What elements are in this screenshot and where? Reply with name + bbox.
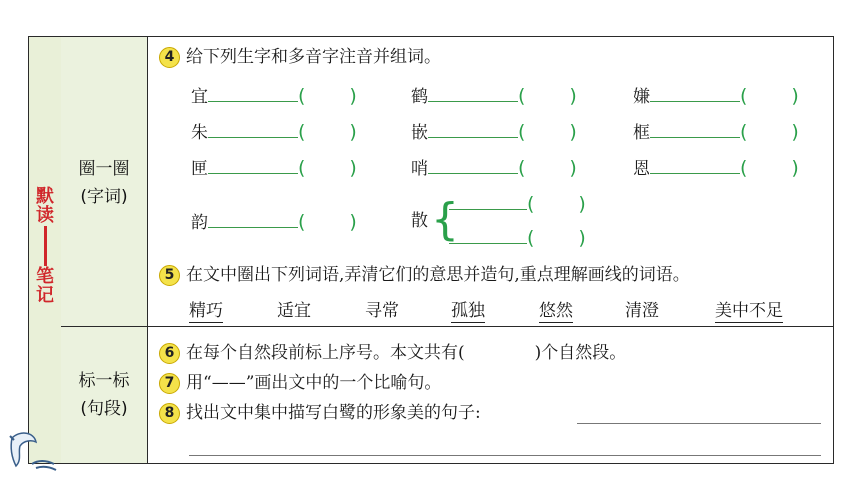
char-item xyxy=(191,119,357,145)
worksheet-table xyxy=(28,36,834,464)
paren-open: ( xyxy=(740,121,748,143)
question-7 xyxy=(159,371,441,395)
char: 嵌 xyxy=(411,123,428,143)
question-number-badge: 8 xyxy=(159,403,180,424)
vocab-word xyxy=(189,299,223,323)
paren-open: ( xyxy=(527,193,535,215)
section-label-text: (句段) xyxy=(80,399,128,419)
side-title-dash xyxy=(44,226,47,266)
char-item xyxy=(411,83,577,109)
paren-open: ( xyxy=(518,157,526,179)
char-item-polyphone xyxy=(411,209,428,233)
char-item xyxy=(633,155,799,181)
char-item xyxy=(191,209,357,235)
char: 散 xyxy=(411,211,428,231)
question-4 xyxy=(159,45,441,69)
char: 嫌 xyxy=(633,87,650,107)
question-5 xyxy=(159,263,690,287)
pinyin-blank[interactable] xyxy=(449,225,527,244)
char: 哨 xyxy=(411,159,428,179)
question-number-badge: 6 xyxy=(159,343,180,364)
vocab-word-text: 悠然 xyxy=(539,301,573,321)
side-title-char: 默 xyxy=(36,186,54,207)
char-item xyxy=(633,119,799,145)
pinyin-blank[interactable] xyxy=(208,83,298,102)
paren-close: ) xyxy=(569,85,577,107)
paren-open: ( xyxy=(518,121,526,143)
polyphone-line xyxy=(449,225,586,251)
char: 恩 xyxy=(633,159,650,179)
pinyin-blank[interactable] xyxy=(650,155,740,174)
char: 匣 xyxy=(191,159,208,179)
question-8 xyxy=(159,401,481,425)
paren-close: ) xyxy=(791,85,799,107)
section-label-text: 标一标 xyxy=(78,371,130,391)
question-text: 找出文中集中描写白鹭的形象美的句子: xyxy=(186,403,481,423)
vocab-word-text: 孤独 xyxy=(451,301,485,321)
vocab-word xyxy=(277,299,311,323)
egret-icon xyxy=(6,426,62,474)
question-text: 给下列生字和多音字注音并组词。 xyxy=(186,47,441,67)
question-number-badge: 5 xyxy=(159,265,180,286)
paren-open: ( xyxy=(298,121,306,143)
char: 框 xyxy=(633,123,650,143)
side-title-char: 记 xyxy=(36,285,54,306)
paren-open: ( xyxy=(298,211,306,233)
answer-line[interactable] xyxy=(189,455,821,456)
pinyin-blank[interactable] xyxy=(650,119,740,138)
pinyin-blank[interactable] xyxy=(428,119,518,138)
pinyin-blank[interactable] xyxy=(208,119,298,138)
section-label-text: (字词) xyxy=(80,187,128,207)
question-text: 在每个自然段前标上序号。本文共有( xyxy=(186,343,465,363)
vocab-word xyxy=(539,299,573,323)
pinyin-blank[interactable] xyxy=(650,83,740,102)
question-text: 用“——”画出文中的一个比喻句。 xyxy=(186,373,442,393)
char-item xyxy=(633,83,799,109)
pinyin-blank[interactable] xyxy=(208,155,298,174)
side-title-char: 读 xyxy=(36,205,54,226)
pinyin-blank[interactable] xyxy=(428,83,518,102)
side-title-column xyxy=(29,37,62,463)
paren-close: ) xyxy=(791,121,799,143)
polyphone-line xyxy=(449,191,586,217)
paren-close: ) xyxy=(349,121,357,143)
paren-close: ) xyxy=(349,211,357,233)
paren-open: ( xyxy=(518,85,526,107)
paren-close: ) xyxy=(578,193,586,215)
paren-close: ) xyxy=(791,157,799,179)
question-number-badge: 4 xyxy=(159,47,180,68)
char: 韵 xyxy=(191,213,208,233)
paren-open: ( xyxy=(740,85,748,107)
paren-close: ) xyxy=(349,157,357,179)
side-title xyxy=(31,187,59,305)
char-item xyxy=(191,83,357,109)
char-item xyxy=(191,155,357,181)
question-number-badge: 7 xyxy=(159,373,180,394)
section-label-words xyxy=(61,155,147,211)
vocab-word-text: 寻常 xyxy=(365,301,399,321)
content-area xyxy=(149,37,833,463)
paren-close: ) xyxy=(569,157,577,179)
pinyin-blank[interactable] xyxy=(449,191,527,210)
pinyin-blank[interactable] xyxy=(208,209,298,228)
answer-line[interactable] xyxy=(577,423,821,424)
paren-close: ) xyxy=(578,227,586,249)
vocab-word xyxy=(625,299,659,323)
paren-open: ( xyxy=(298,85,306,107)
char: 宜 xyxy=(191,87,208,107)
paren-close: ) xyxy=(569,121,577,143)
pinyin-blank[interactable] xyxy=(428,155,518,174)
paren-open: ( xyxy=(298,157,306,179)
paren-open: ( xyxy=(740,157,748,179)
char: 朱 xyxy=(191,123,208,143)
section-label-text: 圈一圈 xyxy=(78,159,130,179)
question-text: 在文中圈出下列词语,弄清它们的意思并造句,重点理解画线的词语。 xyxy=(186,265,690,285)
vocab-word-text: 精巧 xyxy=(189,301,223,321)
side-title-char: 笔 xyxy=(36,266,54,287)
vocab-word-text: 美中不足 xyxy=(715,301,783,321)
paren-open: ( xyxy=(527,227,535,249)
vocab-word-text: 适宜 xyxy=(277,301,311,321)
question-text: )个自然段。 xyxy=(534,343,627,363)
char: 鹤 xyxy=(411,87,428,107)
vocab-word-text: 清澄 xyxy=(625,301,659,321)
vocab-word xyxy=(715,299,783,323)
paren-close: ) xyxy=(349,85,357,107)
char-item xyxy=(411,119,577,145)
section-label-sentences xyxy=(61,367,147,423)
question-6 xyxy=(159,341,626,365)
brace-icon: { xyxy=(431,194,459,245)
char-item xyxy=(411,155,577,181)
vocab-word xyxy=(365,299,399,323)
vocab-word xyxy=(451,299,485,323)
